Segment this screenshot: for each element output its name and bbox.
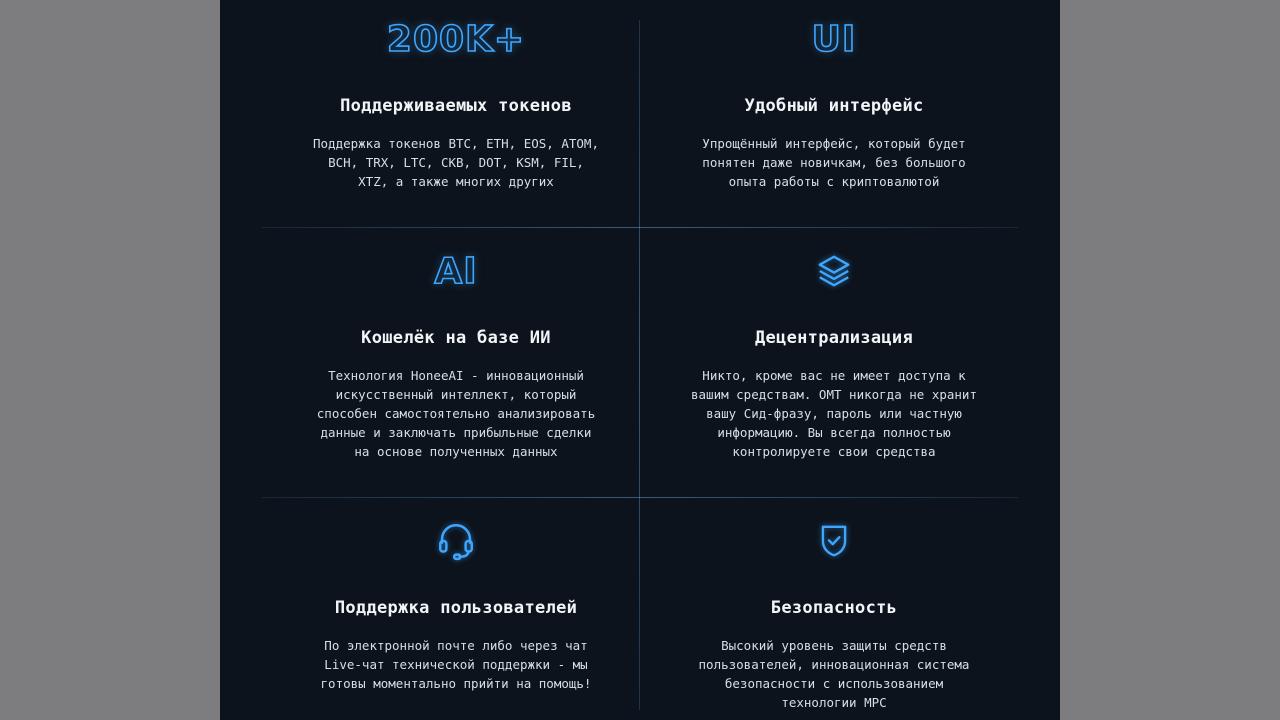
feature-support xyxy=(266,518,646,693)
feature-description: Поддержка токенов BTC, ETH, EOS, ATOM, BCH, TRX, LTC, CKB, DOT, KSM, FIL, XTZ, а также многих других xyxy=(313,136,599,189)
headset-icon xyxy=(266,518,646,564)
feature-tokens xyxy=(266,16,646,191)
ai-icon: AI xyxy=(434,250,478,292)
feature-description: Никто, кроме вас не имеет доступа к вашим средствам. OMT никогда не хранит вашу Сид-фразу, пароль или частную информацию. Вы всегда полностью контролируете свои средства xyxy=(691,368,977,459)
feature-title: Кошелёк на базе ИИ xyxy=(361,328,551,348)
feature-interface xyxy=(644,16,1024,191)
horizontal-divider xyxy=(262,227,1018,228)
ui-icon: UI xyxy=(811,18,857,60)
feature-ai-wallet xyxy=(266,248,646,461)
layers-icon xyxy=(644,248,1024,294)
feature-title: Поддерживаемых токенов xyxy=(340,96,572,116)
feature-title: Удобный интерфейс xyxy=(744,96,924,116)
tokens-count-icon: 200K+ xyxy=(386,18,526,60)
feature-decentralization xyxy=(644,248,1024,461)
feature-description: Технология HoneeAI - инновационный искусственный интеллект, который способен самостоятельно анализировать данные и заключать прибыльные сделки на основе полученных данных xyxy=(316,368,596,459)
feature-title: Безопасность xyxy=(770,598,898,618)
feature-title: Децентрализация xyxy=(754,328,914,348)
feature-title: Поддержка пользователей xyxy=(334,598,578,618)
feature-description: Упрощённый интерфейс, который будет понятен даже новичкам, без большого опыта работы с криптовалютой xyxy=(702,136,966,189)
feature-description: По электронной почте либо через чат Live-чат технической поддержки - мы готовы моментально прийти на помощь! xyxy=(320,638,592,691)
horizontal-divider xyxy=(262,497,1018,498)
feature-security xyxy=(644,518,1024,712)
feature-description: Высокий уровень защиты средств пользователей, инновационная система безопасности с использованием технологии MPC xyxy=(698,638,970,710)
features-panel xyxy=(220,0,1060,720)
shield-check-icon xyxy=(644,518,1024,564)
